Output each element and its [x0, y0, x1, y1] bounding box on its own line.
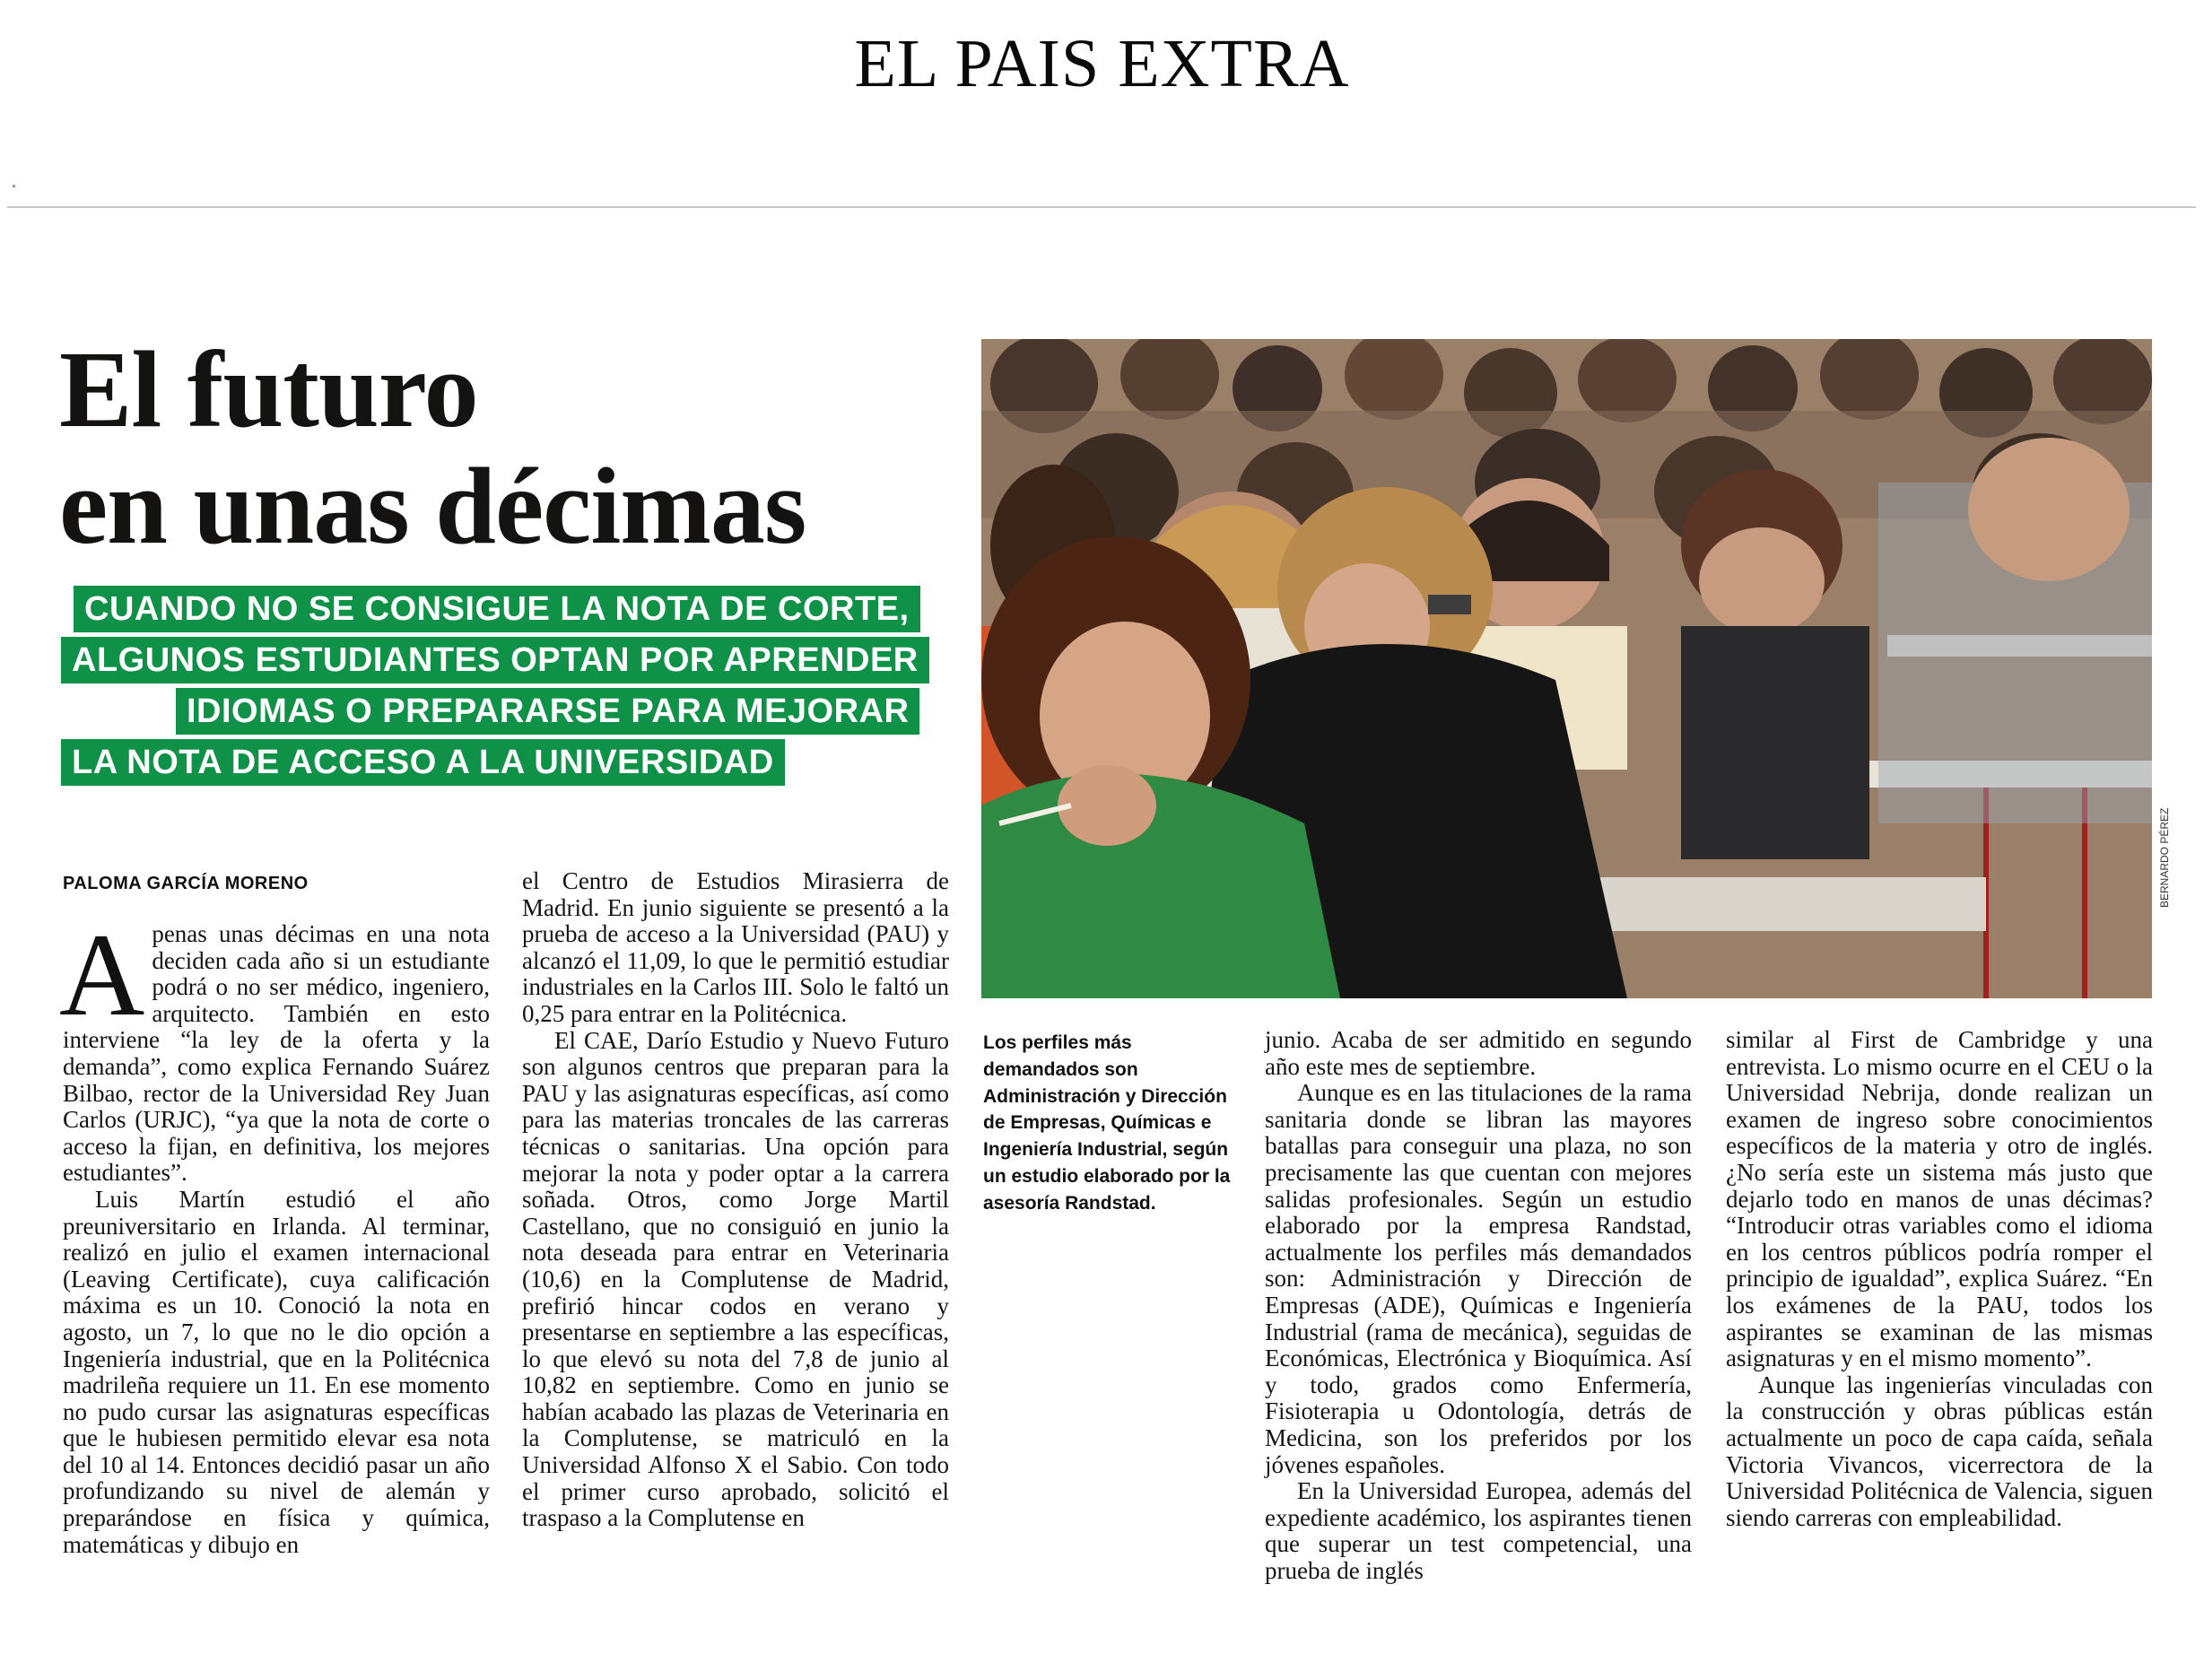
body-paragraph: El CAE, Darío Estudio y Nuevo Futuro son algunos centros que preparan para la PAU y las asignaturas específicas, así como para las materias troncales de las carreras técnicas o sanitarias. Una opción para mejorar la nota y poder optar a la carrera soñada. Otros, como Jorge Martil Castellano, que no consiguió en junio la nota deseada para entrar en Veterinaria (10,6) en la Complutense de Madrid, prefirió hincar codos en verano y presentarse en septiembre a las específicas, lo que elevó su nota del 7,8 de junio al 10,82 en septiembre. Como en junio se habían acabado las plazas de Veterinaria en la Complutense, se matriculó en la Universidad Alfonso X el Sabio. Con todo el primer curso aprobado, solicitó el traspaso a la Complutense en	[522, 1026, 949, 1532]
deck-line-1: CUANDO NO SE CONSIGUE LA NOTA DE CORTE,	[74, 586, 920, 632]
photo-caption: Los perfiles más demandados son Administración y Dirección de Empresas, Químicas e Ingeniería Industrial, según un estudio elaborado por la asesoría Randstad.	[983, 1032, 1231, 1214]
body-text: penas unas décimas en una nota deciden cada año si un estudiante podrá o no ser médico, ingeniero, arquitecto. También en esto interviene “la ley de la oferta y la demanda”, como explica Fernando Suárez Bilbao, rector de la Universidad Rey Juan Carlos (URJC), “ya que la nota de corte o acceso la fijan, en definitiva, los mejores estudiantes”.	[63, 920, 490, 1187]
headline	[59, 329, 956, 567]
body-paragraph: el Centro de Estudios Mirasierra de Madrid. En junio siguiente se presentó a la prueba de acceso a la Universidad (PAU) y alcanzó el 11,09, lo que le permitió estudiar industriales en la Carlos III. Solo le faltó un 0,25 para entrar en la Politécnica.	[522, 867, 949, 1027]
body-paragraph: junio. Acaba de ser admitido en segundo año este mes de septiembre.	[1265, 1026, 1692, 1080]
photo-credit: BERNARDO PÉREZ	[2158, 807, 2171, 908]
header-rule	[7, 206, 2196, 208]
dropcap: A	[59, 909, 145, 1040]
deck-line-2: ALGUNOS ESTUDIANTES OPTAN POR APRENDER	[61, 637, 929, 683]
classroom-exam-photo	[981, 339, 2152, 998]
body-paragraph: similar al First de Cambridge y una entrevista. Lo mismo ocurre en el CEU o la Universidad Nebrija, donde realizan un examen de ingreso sobre conocimientos específicos de la materia y otro de inglés. ¿No sería este un sistema más justo que dejarlo todo en manos de unas décimas? “Introducir otras variables como el idioma en los centros públicos podría romper el principio de igualdad”, explica Suárez. “En los exámenes de la PAU, todos los aspirantes se examinan de las mismas asignaturas y en el mismo momento”.	[1726, 1026, 2153, 1372]
body-paragraph: En la Universidad Europea, además del expediente académico, los aspirantes tienen que superar un test competencial, una prueba de inglés	[1265, 1477, 1692, 1584]
masthead: EL PAIS EXTRA	[854, 26, 1350, 101]
body-paragraph: Aunque las ingenierías vinculadas con la construcción y obras públicas están actualmente un poco de capa caída, señala Victoria Vivancos, vicerrectora de la Universidad Politécnica de Valencia, siguen siendo carreras con empleabilidad.	[1726, 1371, 2153, 1531]
headline-line-2: en unas décimas	[59, 446, 806, 567]
photo-illustration	[981, 339, 2152, 998]
body-paragraph: Luis Martín estudió el año preuniversitario en Irlanda. Al terminar, realizó en julio el examen internacional (Leaving Certificate), cuya calificación máxima es un 10. Conoció la nota en agosto, un 7, lo que no le dio opción a Ingeniería industrial, que en la Politécnica madrileña requiere un 11. En ese momento no pudo cursar las asignaturas específicas que le hubiesen permitido elevar esa nota del 10 al 14. Entonces decidió pasar un año profundizando su nivel de alemán y preparándose en física y química, matemáticas y dibujo en	[63, 1185, 490, 1558]
deck-line-3: IDIOMAS O PREPARARSE PARA MEJORAR	[176, 688, 919, 735]
body-paragraph	[59, 909, 490, 1187]
body-paragraph: Aunque es en las titulaciones de la rama sanitaria donde se libran las mayores batallas para conseguir una plaza, no son precisamente las que cuentan con mejores salidas profesionales. Según un estudio elaborado por la empresa Randstad, actualmente los perfiles más demandados son: Administración y Dirección de Empresas (ADE), Químicas e Ingeniería Industrial (rama de mecánica), seguidas de Económicas, Electrónica y Bioquímica. Así y todo, grados como Enfermería, Fisioterapia u Odontología, detrás de Medicina, son los preferidos por los jóvenes españoles.	[1265, 1079, 1692, 1478]
byline: PALOMA GARCÍA MORENO	[63, 874, 309, 893]
body-column-1	[59, 909, 490, 1558]
headline-line-1: El futuro	[59, 329, 478, 450]
divider-dot	[13, 185, 15, 187]
deck-line-4: LA NOTA DE ACCESO A LA UNIVERSIDAD	[61, 739, 785, 786]
body-column-2	[522, 868, 949, 1532]
body-column-3	[1265, 1027, 1692, 1584]
body-column-4	[1726, 1027, 2153, 1531]
